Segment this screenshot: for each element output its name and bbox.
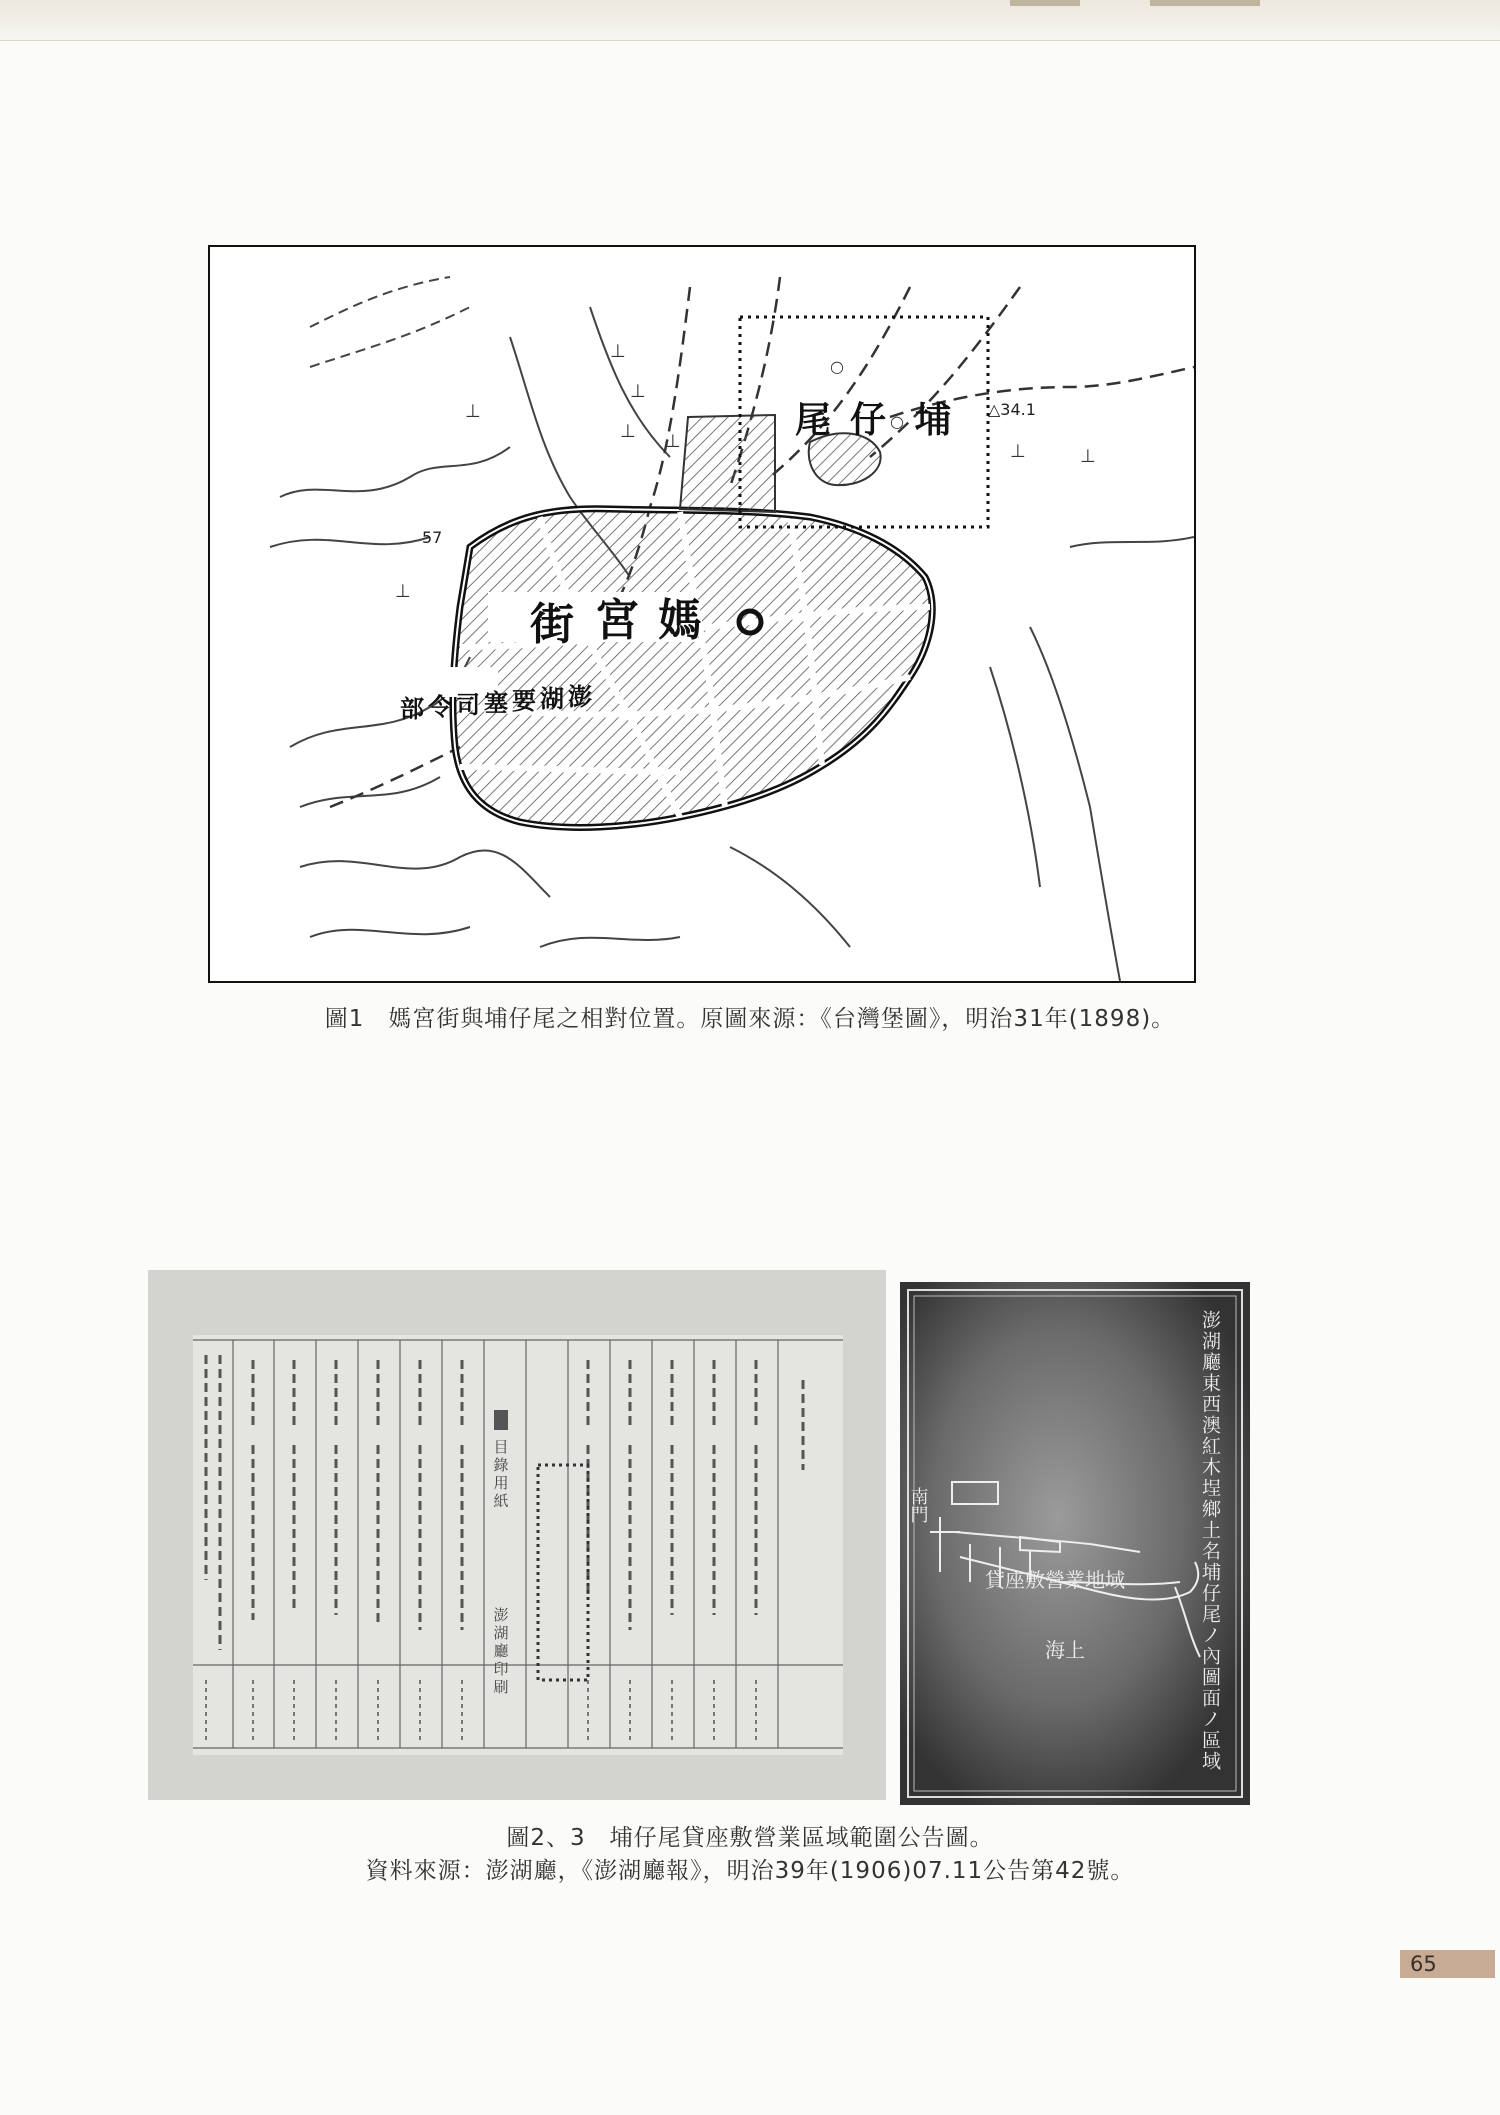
district-map-title: 澎湖廳東西澳紅木埕鄉土名埔仔尾ノ內圖面ノ區域	[1199, 1310, 1221, 1772]
document-publisher: 印	[493, 1660, 509, 1678]
document-stamp: 紙	[493, 1492, 509, 1510]
map-label-office: 澎	[568, 682, 592, 711]
map-label-harbor: 埔	[915, 399, 952, 441]
svg-text:⊥: ⊥	[465, 401, 481, 422]
document-publisher: 澎	[493, 1606, 509, 1624]
district-map-scan	[900, 1282, 1250, 1805]
document-scan	[148, 1270, 886, 1800]
map-label-town: 街	[530, 599, 574, 650]
header-mark	[1010, 0, 1080, 6]
figure1-caption: 圖1 媽宮街與埔仔尾之相對位置。原圖來源：《台灣堡圖》，明治31年(1898)。	[324, 1006, 1176, 1032]
map-label-harbor: 尾	[795, 399, 832, 441]
map-elevation: 57	[422, 528, 443, 547]
svg-text:⊥: ⊥	[1010, 441, 1026, 462]
svg-text:⊥: ⊥	[395, 581, 411, 602]
map-label-town: 媽	[658, 595, 702, 646]
figure2-3-caption	[0, 1822, 1500, 1888]
document-publisher: 湖	[493, 1624, 509, 1642]
svg-text:⊥: ⊥	[1080, 446, 1096, 467]
document-publisher: 廳	[493, 1642, 509, 1660]
map-label-office: 塞	[484, 688, 508, 717]
header-mark	[1150, 0, 1260, 6]
map-elevation: △34.1	[988, 400, 1036, 419]
svg-text:○: ○	[830, 357, 844, 376]
document-stamp: 目	[493, 1438, 509, 1456]
caption-line: 圖2、3 埔仔尾貸座敷營業區域範圍公告圖。	[506, 1825, 994, 1851]
map-label-town: 宮	[595, 595, 639, 646]
district-map-image	[900, 1282, 1250, 1805]
document-stamp: 用	[493, 1474, 509, 1492]
page-number: 65	[1400, 1950, 1495, 1978]
document-publisher: 刷	[493, 1678, 509, 1696]
caption-source-line: 資料來源：澎湖廳，《澎湖廳報》，明治39年(1906)07.11公告第42號。	[365, 1858, 1135, 1884]
map-label-office: 部	[400, 694, 424, 723]
district-map-gate: 南門	[907, 1487, 929, 1523]
document-image	[148, 1270, 886, 1800]
map-label-office: 湖	[540, 684, 564, 713]
map-label-office: 司	[456, 690, 480, 719]
map-figure	[208, 245, 1196, 983]
district-map-sea: 海上	[1045, 1638, 1085, 1662]
map-label-office: 要	[512, 686, 536, 715]
map-label-harbor: 仔	[850, 399, 887, 441]
district-map-district: 貸座敷營業地域	[985, 1568, 1125, 1592]
top-band	[0, 0, 1500, 41]
svg-text:○: ○	[890, 412, 904, 431]
svg-text:⊥: ⊥	[630, 381, 646, 402]
historic-map	[210, 247, 1194, 981]
map-label-office: 令	[428, 692, 452, 721]
svg-text:⊥: ⊥	[665, 431, 681, 452]
svg-text:⊥: ⊥	[610, 341, 626, 362]
document-stamp: 錄	[493, 1456, 509, 1474]
svg-text:⊥: ⊥	[620, 421, 636, 442]
